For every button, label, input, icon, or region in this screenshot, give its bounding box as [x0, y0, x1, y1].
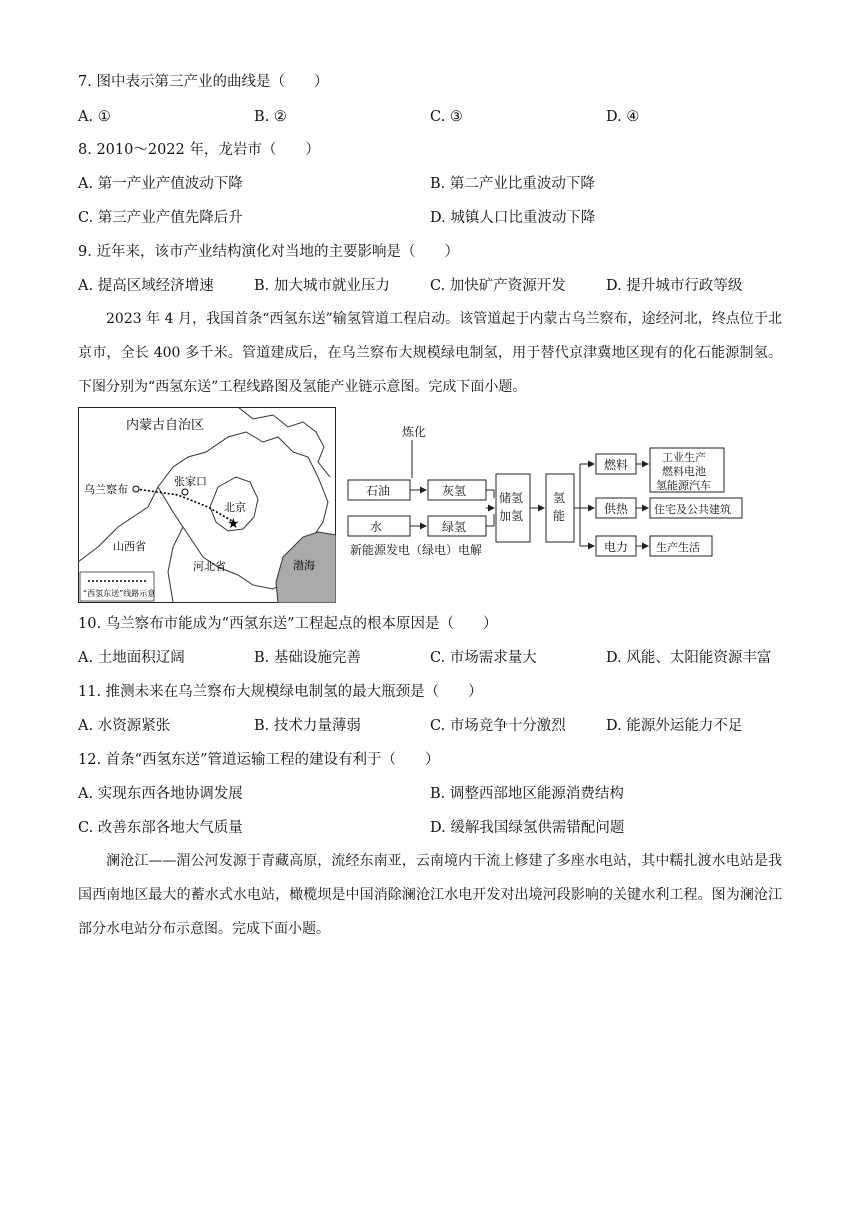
beijing-star: ★ [227, 516, 240, 532]
map-title: 内蒙古自治区 [126, 418, 205, 433]
q11-option-b[interactable]: B. 技术力量薄弱 [254, 718, 361, 734]
q8-option-c[interactable]: C. 第三产业产值先降后升 [78, 210, 243, 226]
question-10-stem: 10. 乌兰察布市能成为“西氢东送”工程起点的根本原因是（ ） [78, 616, 498, 632]
q10-option-c[interactable]: C. 市场需求量大 [430, 650, 537, 666]
passage-hydrogen [78, 302, 782, 404]
q8-option-a[interactable]: A. 第一产业产值波动下降 [78, 176, 243, 192]
q7-option-c[interactable]: C. ③ [430, 109, 463, 125]
box-power-label: 电力 [604, 540, 629, 554]
hydrogen-chain-diagram [344, 418, 764, 568]
q9-option-d[interactable]: D. 提升城市行政等级 [606, 278, 743, 294]
box-oil-label: 石油 [366, 484, 391, 498]
box-storage-label-2: 加氢 [499, 509, 524, 523]
use-industry: 工业生产 [662, 451, 706, 464]
q7-option-a[interactable]: A. ① [78, 109, 111, 125]
zhangjiakou-marker [182, 489, 188, 495]
label-beijing: 北京 [224, 501, 246, 514]
passage-lancang-text: 澜沧江——湄公河发源于青藏高原，流经东南亚，云南境内干流上修建了多座水电站，其中糯扎渡水电站是我国西南地区最大的蓄水式水电站，橄榄坝是中国消除澜沧江水电开发对出境河段影响的关键水利工程。图为澜沧江部分水电站分布示意图。完成下面小题。 [78, 853, 782, 937]
q10-option-a[interactable]: A. 土地面积辽阔 [78, 650, 185, 666]
q11-option-d[interactable]: D. 能源外运能力不足 [606, 718, 743, 734]
label-refine: 炼化 [402, 425, 427, 439]
q10-option-d[interactable]: D. 风能、太阳能资源丰富 [606, 650, 772, 666]
q11-option-c[interactable]: C. 市场竞争十分激烈 [430, 718, 566, 734]
question-11-stem: 11. 推测未来在乌兰察布大规模绿电制氢的最大瓶颈是（ ） [78, 684, 483, 700]
use-buildings: 住宅及公共建筑 [654, 503, 731, 516]
box-energy-label-1: 氢 [553, 491, 566, 505]
label-bohai: 渤海 [293, 559, 315, 572]
use-production-life: 生产生活 [656, 541, 700, 554]
q7-option-d[interactable]: D. ④ [606, 109, 640, 125]
label-wulanchabu: 乌兰察布 [84, 483, 128, 496]
label-electrolysis: 新能源发电（绿电）电解 [350, 543, 483, 557]
q10-option-b[interactable]: B. 基础设施完善 [254, 650, 361, 666]
label-shanxi: 山西省 [113, 540, 146, 553]
box-water-label: 水 [370, 520, 383, 534]
passage-lancang [78, 844, 782, 946]
box-energy-label-2: 能 [553, 509, 566, 523]
q11-option-a[interactable]: A. 水资源紧张 [78, 718, 171, 734]
q7-option-b[interactable]: B. ② [254, 109, 287, 125]
route-map [78, 407, 336, 603]
box-green-h2-label: 绿氢 [442, 520, 467, 534]
q12-option-c[interactable]: C. 改善东部各地大气质量 [78, 820, 243, 836]
use-hydrogen-car: 氢能源汽车 [656, 479, 711, 492]
box-heat-label: 供热 [604, 502, 629, 516]
q12-option-a[interactable]: A. 实现东西各地协调发展 [78, 786, 243, 802]
wulanchabu-marker [133, 486, 139, 492]
question-8-stem: 8. 2010～2022 年，龙岩市（ ） [78, 142, 320, 158]
label-hebei: 河北省 [193, 560, 226, 573]
q12-option-d[interactable]: D. 缓解我国绿氢供需错配问题 [430, 820, 625, 836]
label-zhangjiakou: 张家口 [174, 475, 207, 488]
q9-option-c[interactable]: C. 加快矿产资源开发 [430, 278, 566, 294]
q8-option-b[interactable]: B. 第二产业比重波动下降 [430, 176, 595, 192]
box-grey-h2-label: 灰氢 [442, 484, 467, 498]
question-9-stem: 9. 近年来，该市产业结构演化对当地的主要影响是（ ） [78, 244, 459, 260]
use-fuel-cell: 燃料电池 [662, 465, 706, 478]
q9-option-a[interactable]: A. 提高区域经济增速 [78, 278, 214, 294]
box-fuel-label: 燃料 [604, 458, 629, 472]
q9-option-b[interactable]: B. 加大城市就业压力 [254, 278, 390, 294]
legend-label: “西氢东送”线路示意 [83, 589, 156, 598]
box-hydrogen-energy [546, 474, 574, 542]
passage-hydrogen-text: 2023 年 4 月，我国首条“西氢东送”输氢管道工程启动。该管道起于内蒙古乌兰察布，途经河北，终点位于北京市，全长 400 多千米。管道建成后，在乌兰察布大规模绿电制氢，用于替代京津冀地区现有的化石能源制氢。下图分别为“西氢东送”工程线路图及氢能产业链示意图。完成下面小题。 [78, 311, 782, 395]
q8-option-d[interactable]: D. 城镇人口比重波动下降 [430, 210, 596, 226]
box-storage-label-1: 储氢 [499, 491, 524, 505]
box-storage [496, 474, 530, 542]
q12-option-b[interactable]: B. 调整西部地区能源消费结构 [430, 786, 624, 802]
question-12-stem: 12. 首条“西氢东送”管道运输工程的建设有利于（ ） [78, 752, 440, 768]
question-7-stem: 7. 图中表示第三产业的曲线是（ ） [78, 74, 329, 90]
